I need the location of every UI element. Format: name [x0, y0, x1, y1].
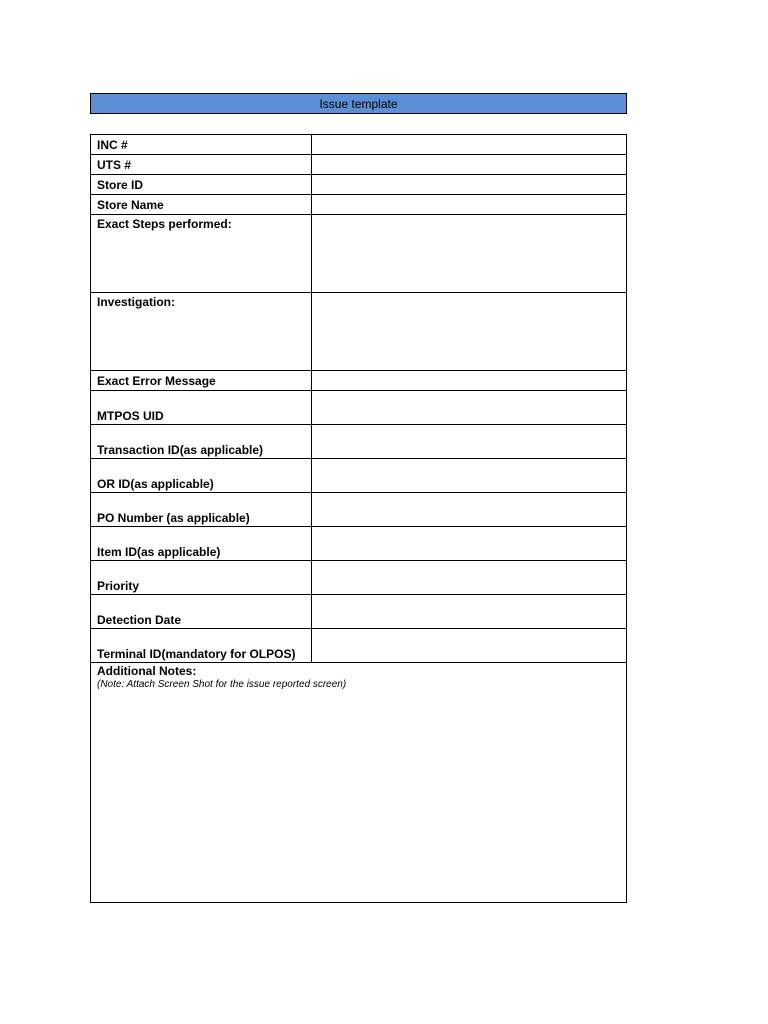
template-title-bar — [90, 93, 627, 114]
field-label-uts: UTS # — [91, 155, 312, 175]
field-value-uts[interactable] — [312, 155, 627, 175]
field-value-priority[interactable] — [312, 561, 627, 595]
field-value-store-name[interactable] — [312, 195, 627, 215]
field-label-detection-date: Detection Date — [91, 595, 312, 629]
form-row-priority — [91, 561, 627, 595]
form-row-item-id — [91, 527, 627, 561]
field-label-store-name: Store Name — [91, 195, 312, 215]
field-value-investigation[interactable] — [312, 293, 627, 371]
field-label-error-message: Exact Error Message — [91, 371, 312, 391]
form-row-error-message — [91, 371, 627, 391]
field-value-or-id[interactable] — [312, 459, 627, 493]
form-row-inc — [91, 135, 627, 155]
form-row-mtpos-uid — [91, 391, 627, 425]
additional-notes-title: Additional Notes: — [97, 664, 197, 678]
field-label-or-id: OR ID(as applicable) — [91, 459, 312, 493]
issue-form-table — [90, 134, 627, 903]
form-row-investigation — [91, 293, 627, 371]
field-value-terminal-id[interactable] — [312, 629, 627, 663]
form-row-detection-date — [91, 595, 627, 629]
field-label-investigation: Investigation: — [91, 293, 312, 371]
field-value-steps[interactable] — [312, 215, 627, 293]
field-value-error-message[interactable] — [312, 371, 627, 391]
field-value-item-id[interactable] — [312, 527, 627, 561]
form-row-terminal-id — [91, 629, 627, 663]
field-label-po-number: PO Number (as applicable) — [91, 493, 312, 527]
field-value-transaction-id[interactable] — [312, 425, 627, 459]
field-value-detection-date[interactable] — [312, 595, 627, 629]
form-row-transaction-id — [91, 425, 627, 459]
additional-notes-area[interactable] — [91, 663, 627, 903]
additional-notes-hint: (Note: Attach Screen Shot for the issue reported screen) — [97, 679, 347, 690]
field-label-inc: INC # — [91, 135, 312, 155]
template-title: Issue template — [319, 96, 398, 111]
field-label-store-id: Store ID — [91, 175, 312, 195]
field-label-priority: Priority — [91, 561, 312, 595]
form-row-store-name — [91, 195, 627, 215]
field-value-po-number[interactable] — [312, 493, 627, 527]
field-label-transaction-id: Transaction ID(as applicable) — [91, 425, 312, 459]
form-row-po-number — [91, 493, 627, 527]
field-label-mtpos-uid: MTPOS UID — [91, 391, 312, 425]
form-row-uts — [91, 155, 627, 175]
form-row-store-id — [91, 175, 627, 195]
form-row-or-id — [91, 459, 627, 493]
field-value-store-id[interactable] — [312, 175, 627, 195]
field-value-mtpos-uid[interactable] — [312, 391, 627, 425]
field-label-steps: Exact Steps performed: — [91, 215, 312, 293]
form-row-additional-notes — [91, 663, 627, 903]
form-row-steps — [91, 215, 627, 293]
field-label-terminal-id: Terminal ID(mandatory for OLPOS) — [91, 629, 312, 663]
field-label-item-id: Item ID(as applicable) — [91, 527, 312, 561]
field-value-inc[interactable] — [312, 135, 627, 155]
